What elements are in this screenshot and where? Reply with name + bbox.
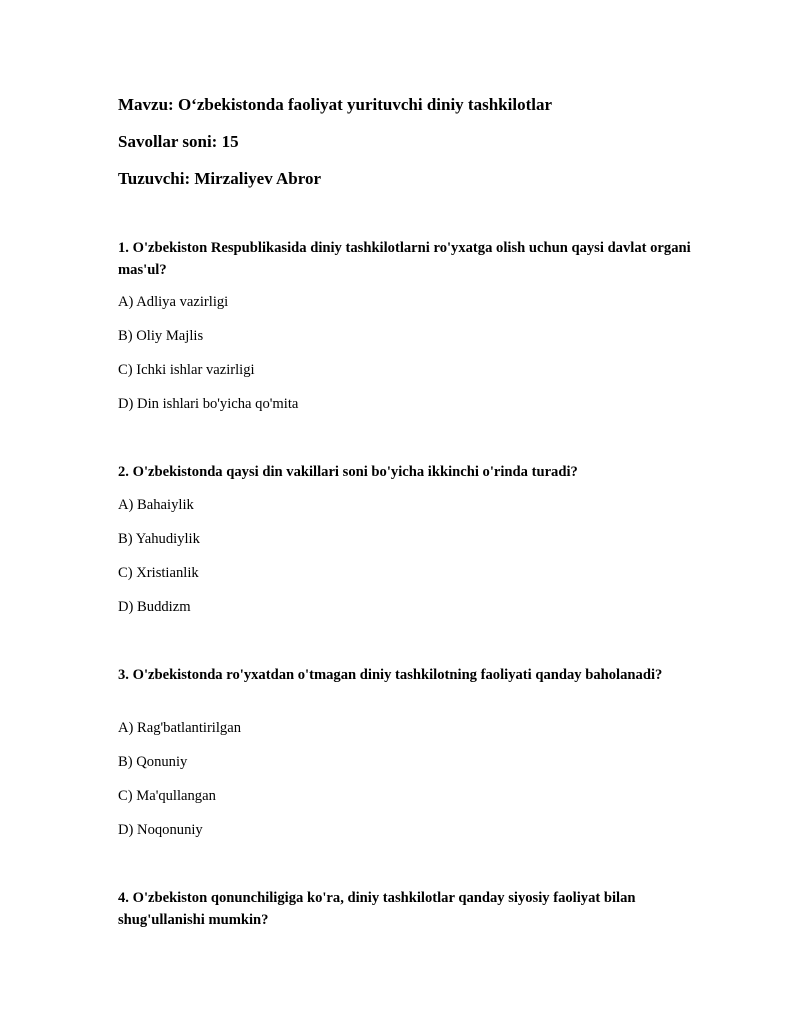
option-d: D) Buddizm [118, 599, 191, 615]
question-2 [118, 461, 698, 483]
option-d: D) Noqonuniy [118, 822, 203, 838]
topic-heading: Mavzu: O‘zbekistonda faoliyat yurituvchi diniy tashkilotlar [118, 95, 552, 114]
question-text: 3. O'zbekistonda ro'yxatdan o'tmagan diniy tashkilotning faoliyati qanday baholanadi? [118, 667, 663, 683]
option-c: C) Ichki ishlar vazirligi [118, 362, 255, 378]
question-4 [118, 887, 698, 931]
question-text: 1. O'zbekiston Respublikasida diniy tashkilotlarni ro'yxatga olish uchun qaysi davlat organi mas'ul? [118, 240, 691, 278]
question-3 [118, 664, 698, 686]
question-1 [118, 237, 698, 281]
option-a: A) Rag'batlantirilgan [118, 720, 241, 736]
question-text: 4. O'zbekiston qonunchiligiga ko'ra, diniy tashkilotlar qanday siyosiy faoliyat bilan shug'ullanishi mumkin? [118, 890, 636, 928]
option-c: C) Ma'qullangan [118, 788, 216, 804]
option-d: D) Din ishlari bo'yicha qo'mita [118, 396, 299, 412]
option-b: B) Qonuniy [118, 754, 188, 770]
question-text: 2. O'zbekistonda qaysi din vakillari soni bo'yicha ikkinchi o'rinda turadi? [118, 464, 578, 480]
option-b: B) Yahudiylik [118, 531, 200, 547]
option-a: A) Bahaiylik [118, 497, 194, 513]
option-a: A) Adliya vazirligi [118, 294, 229, 310]
author-line: Tuzuvchi: Mirzaliyev Abror [118, 169, 322, 188]
question-count: Savollar soni: 15 [118, 132, 239, 151]
option-c: C) Xristianlik [118, 565, 199, 581]
option-b: B) Oliy Majlis [118, 328, 204, 344]
